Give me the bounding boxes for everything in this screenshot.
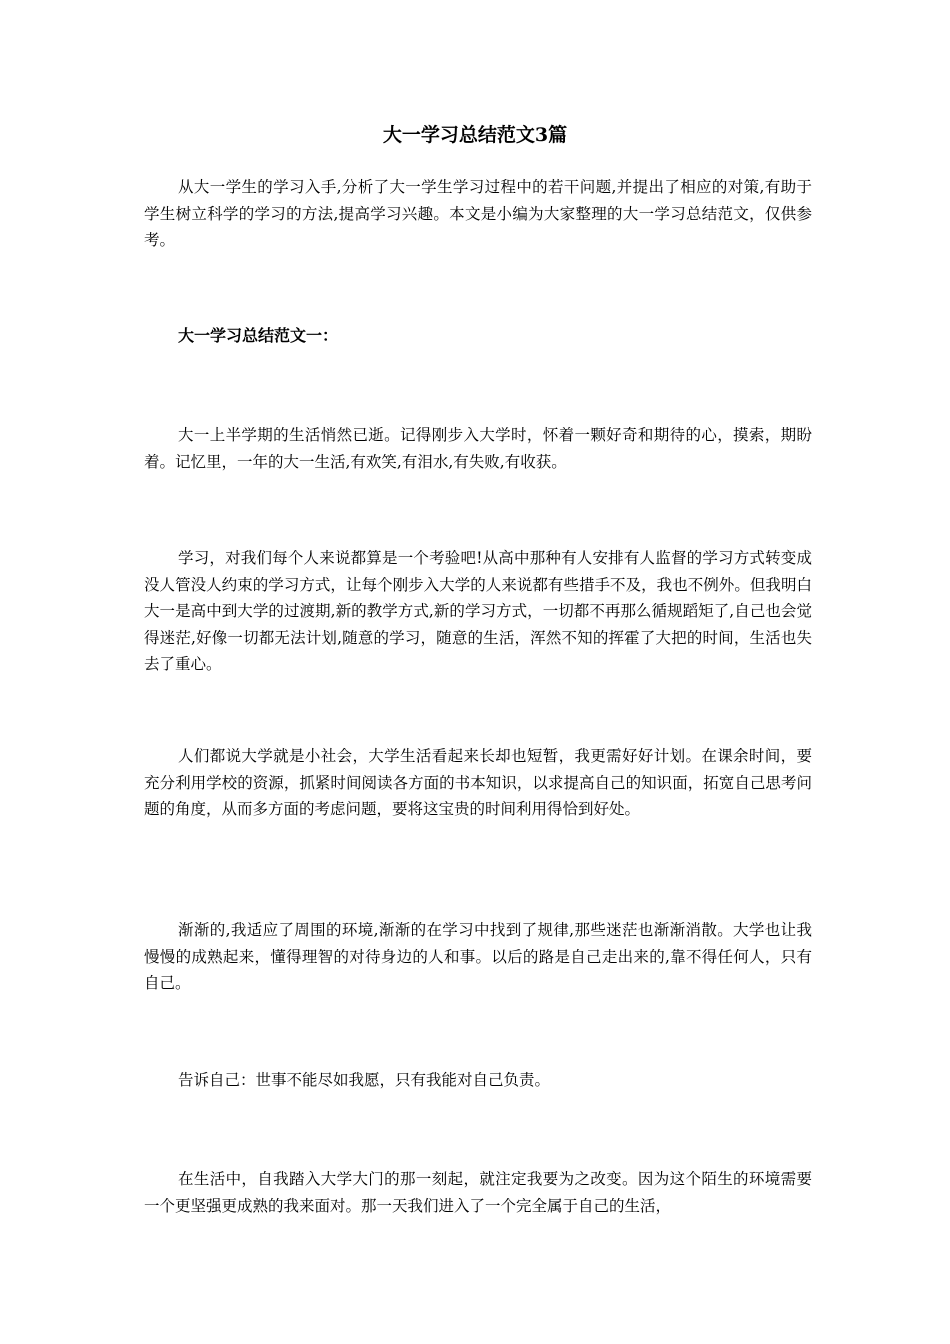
paragraph-3: 人们都说大学就是小社会，大学生活看起来长却也短暂，我更需好好计划。在课余时间，要充分利用学校的资源，抓紧时间阅读各方面的书本知识，以求提高自己的知识面，拓宽自己思考问题的角度，从而多方面的考虑问题，要将这宝贵的时间利用得恰到好处。: [144, 747, 812, 818]
paragraph-6: 在生活中，自我踏入大学大门的那一刻起，就注定我要为之改变。因为这个陌生的环境需要一个更坚强更成熟的我来面对。那一天我们进入了一个完全属于自己的生活，: [144, 1170, 812, 1215]
paragraph-4: 渐渐的,我适应了周围的环境,渐渐的在学习中找到了规律,那些迷茫也渐渐消散。大学也让我慢慢的成熟起来，懂得理智的对待身边的人和事。以后的路是自己走出来的,靠不得任何人，只有自己。: [144, 921, 812, 992]
paragraph-5: 告诉自己：世事不能尽如我愿，只有我能对自己负责。: [178, 1071, 551, 1089]
document-title: 大一学习总结范文3篇: [382, 124, 568, 146]
section-heading-1: 大一学习总结范文一：: [178, 326, 339, 345]
paragraph-1: 大一上半学期的生活悄然已逝。记得刚步入大学时，怀着一颗好奇和期待的心，摸索，期盼着。记忆里，一年的大一生活,有欢笑,有泪水,有失败,有收获。: [144, 426, 812, 471]
paragraph-2: 学习，对我们每个人来说都算是一个考验吧!从高中那种有人安排有人监督的学习方式转变成没人管没人约束的学习方式，让每个刚步入大学的人来说都有些措手不及，我也不例外。但我明白大一是高中到大学的过渡期,新的教学方式,新的学习方式，一切都不再那么循规蹈矩了,自己也会觉得迷茫,好像一切都无法计划,随意的学习，随意的生活，浑然不知的挥霍了大把的时间，生活也失去了重心。: [144, 549, 812, 673]
intro-paragraph: 从大一学生的学习入手,分析了大一学生学习过程中的若干问题,并提出了相应的对策,有助于学生树立科学的学习的方法,提高学习兴趣。本文是小编为大家整理的大一学习总结范文，仅供参考。: [144, 178, 812, 249]
